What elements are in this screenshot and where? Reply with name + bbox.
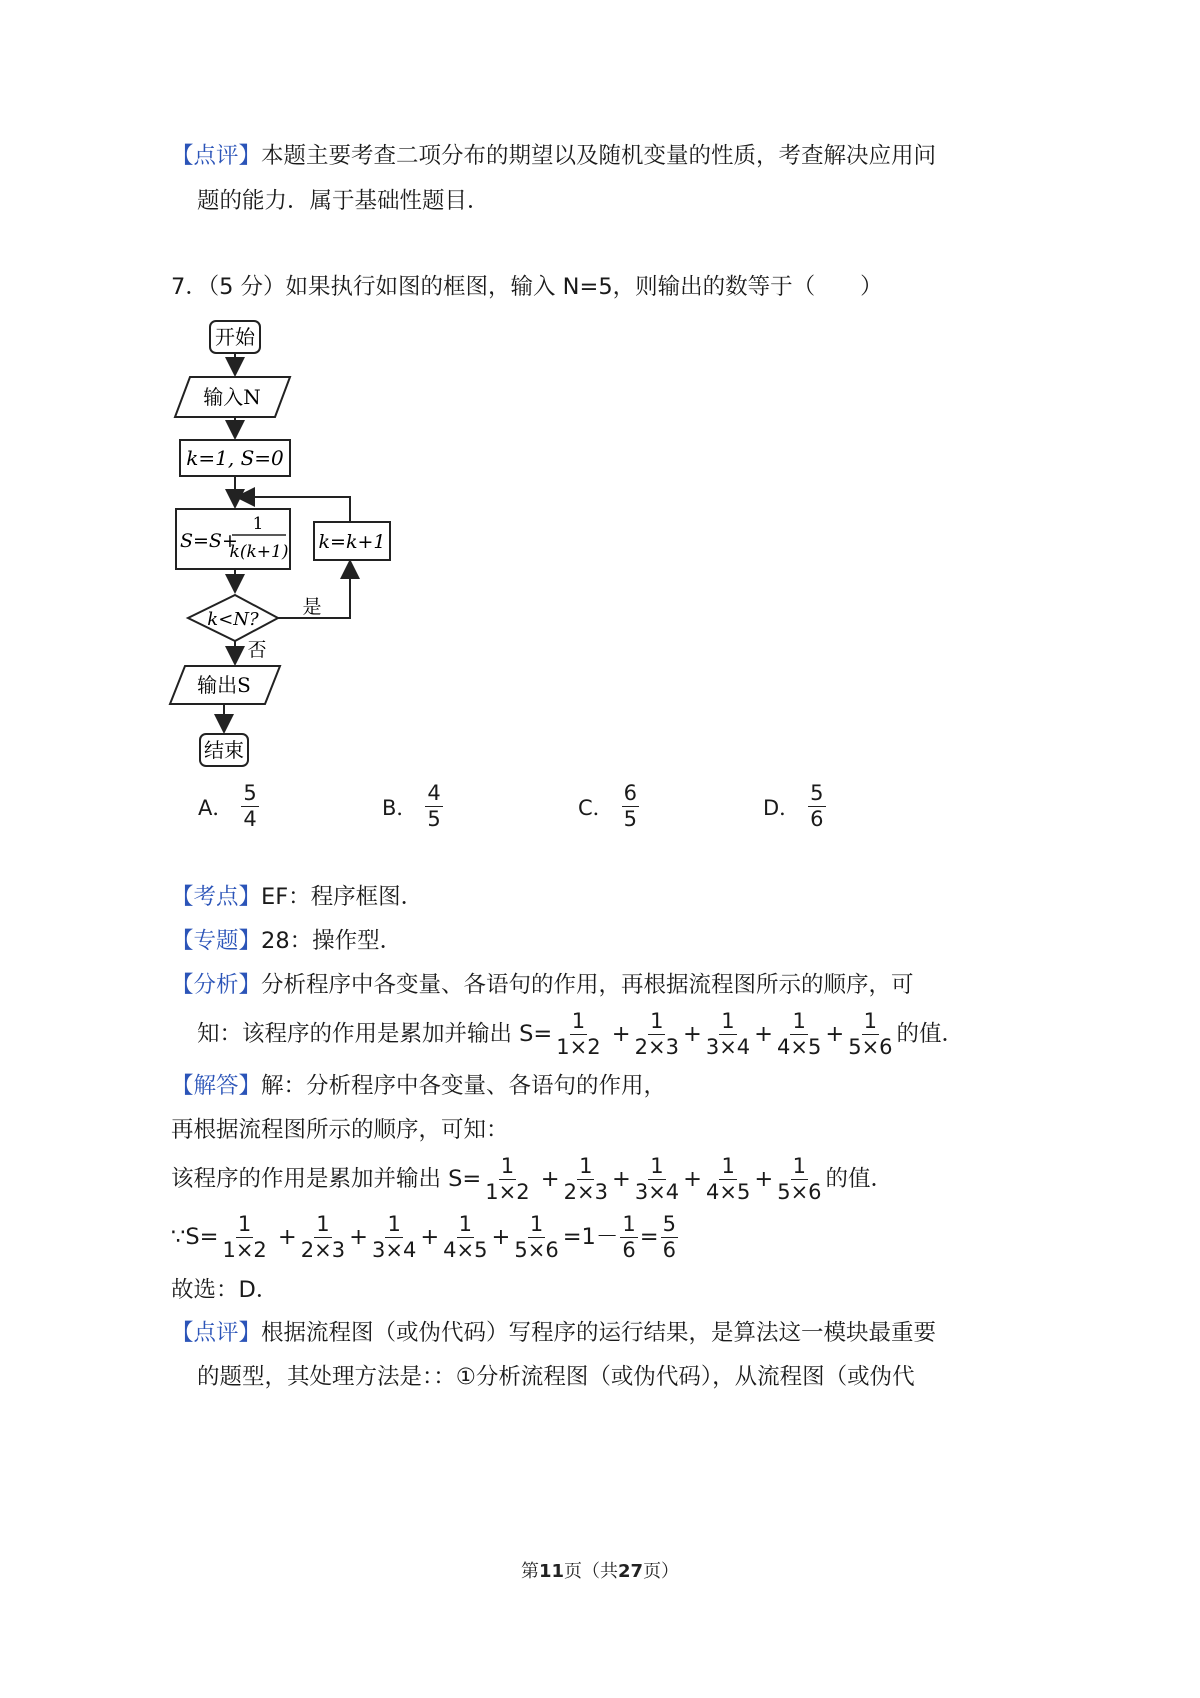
fenxi-paragraph (171, 970, 914, 1000)
jieda-tag: 【解答】 (171, 1073, 262, 1099)
option-b-label: B． (382, 795, 418, 820)
jieda-formula-line: 该程序的作用是累加并输出 S= $\frac{1}{1\times 2}$ + $\frac{1}{2\times 3}$ + $\frac{1}{3\times 4}$ + $\frac{1}{4\times 5}$ + $\frac{1}{5\times 6}$ 的值． (171, 1154, 894, 1204)
jieda-suffix: 的值． (825, 1166, 894, 1192)
no-label: 否 (247, 639, 267, 661)
review-text-line-2: 题的能力．属于基础性题目． (197, 188, 490, 214)
zhuanti-paragraph (171, 926, 402, 956)
update-prefix: S=S+ (180, 530, 238, 552)
fenxi-text-line-2: 知：该程序的作用是累加并输出 S= (197, 1021, 553, 1047)
condition-label: k<N? (207, 609, 259, 630)
jieda-paragraph (171, 1071, 666, 1101)
sum-term-3: $\frac{1}{3\times 4}$ (705, 1009, 751, 1059)
sum-term-3: $\frac{1}{3\times 4}$ (371, 1212, 417, 1262)
sum-term-3: $\frac{1}{3\times 4}$ (634, 1154, 680, 1204)
sum-term-1: $\frac{1}{1\times 2}$ (485, 1154, 530, 1204)
sum-term-5: $\frac{1}{5\times 6}$ (777, 1154, 822, 1204)
option-a[interactable] (198, 782, 261, 831)
option-b-fraction: $\frac{4}{5}$ (427, 781, 441, 831)
page-footer: 第11页（共27页） (520, 1561, 680, 1582)
input-label: 输入N (203, 385, 261, 409)
fenxi-tag: 【分析】 (171, 972, 262, 998)
update-numerator: 1 (252, 514, 264, 534)
end-label: 结束 (204, 738, 244, 762)
because-formula-line: ∵S= $\frac{1}{1\times 2}$ + $\frac{1}{2\times 3}$ + $\frac{1}{3\times 4}$ + $\frac{1}{4\times 5}$ + $\frac{1}{5\times 6}$ =1－ $\frac{1}{6}$ = $\frac{5}{6}$ (171, 1212, 676, 1262)
sum-term-1: $\frac{1}{1\times 2}$ (222, 1212, 267, 1262)
review2-text-line-1: 根据流程图（或伪代码）写程序的运行结果，是算法这一模块最重要 (261, 1320, 937, 1346)
zhuanti-tag: 【专题】 (171, 928, 262, 954)
sum-term-5: $\frac{1}{5\times 6}$ (848, 1009, 893, 1059)
sum-term-1: $\frac{1}{1\times 2}$ (556, 1009, 601, 1059)
sum-term-5: $\frac{1}{5\times 6}$ (514, 1212, 559, 1262)
update-denominator: k(k+1) (229, 542, 289, 562)
review-tag: 【点评】 (171, 143, 262, 169)
because-prefix: ∵S= (171, 1224, 219, 1250)
fenxi-suffix: 的值． (896, 1021, 965, 1047)
question-text: 7．（5 分）如果执行如图的框图，输入 N=5，则输出的数等于（ ） (171, 274, 883, 300)
option-d-fraction: $\frac{5}{6}$ (810, 781, 824, 831)
sum-term-2: $\frac{1}{2\times 3}$ (563, 1154, 608, 1204)
review2-tag: 【点评】 (171, 1320, 262, 1346)
sum-term-2: $\frac{1}{2\times 3}$ (634, 1009, 679, 1059)
review-text-line-1: 本题主要考查二项分布的期望以及随机变量的性质，考查解决应用问 (261, 143, 937, 169)
sum-term-4: $\frac{1}{4\times 5}$ (706, 1154, 751, 1204)
jieda-text-line-2: 再根据流程图所示的顺序，可知： (171, 1117, 509, 1143)
option-d-label: D． (763, 795, 801, 820)
yes-label: 是 (302, 596, 322, 618)
zhuanti-text: 28：操作型． (261, 928, 403, 954)
because-fraction: $\frac{1}{6}$ (622, 1212, 636, 1262)
because-equals: = (639, 1224, 659, 1250)
jieda-text-line-3: 该程序的作用是累加并输出 S= (171, 1166, 482, 1192)
option-c-label: C． (578, 795, 614, 820)
review2-paragraph (171, 1318, 936, 1348)
page-number: 11 (538, 1561, 564, 1582)
option-a-fraction: $\frac{5}{4}$ (243, 781, 257, 831)
kaodian-paragraph (171, 882, 423, 912)
fenxi-formula-line: 知：该程序的作用是累加并输出 S= $\frac{1}{1\times 2}$ + $\frac{1}{2\times 3}$ + $\frac{1}{3\times 4}$ + $\frac{1}{4\times 5}$ + $\frac{1}{5\times 6}$ 的值． (197, 1009, 965, 1059)
review2-text-line-2: 的题型，其处理方法是：：①分析流程图（或伪代码），从流程图（或伪代 (197, 1364, 915, 1390)
option-c-fraction: $\frac{6}{5}$ (623, 781, 638, 831)
increment-label: k=k+1 (318, 531, 386, 553)
kaodian-tag: 【考点】 (171, 884, 262, 910)
start-label: 开始 (215, 325, 255, 349)
fenxi-text-line-1: 分析程序中各变量、各语句的作用，再根据流程图所示的顺序，可 (261, 972, 914, 998)
sum-term-4: $\frac{1}{4\times 5}$ (443, 1212, 488, 1262)
kaodian-text: EF：程序框图． (261, 884, 424, 910)
jieda-text-line-1: 解：分析程序中各变量、各语句的作用， (261, 1073, 667, 1099)
sum-term-4: $\frac{1}{4\times 5}$ (777, 1009, 822, 1059)
answer-text: 故选：D． (171, 1277, 279, 1303)
because-mid: =1－ (562, 1224, 619, 1250)
sum-term-2: $\frac{1}{2\times 3}$ (300, 1212, 346, 1262)
because-result: $\frac{5}{6}$ (662, 1212, 676, 1262)
page-total: 27 (618, 1561, 644, 1582)
flowchart (160, 315, 440, 775)
output-label: 输出S (197, 673, 251, 697)
option-a-label: A． (198, 795, 234, 820)
review-paragraph (171, 141, 936, 171)
option-c[interactable] (578, 782, 641, 831)
option-d[interactable] (763, 782, 828, 831)
option-b[interactable] (382, 782, 445, 831)
init-label: k=1, S=0 (186, 446, 284, 470)
